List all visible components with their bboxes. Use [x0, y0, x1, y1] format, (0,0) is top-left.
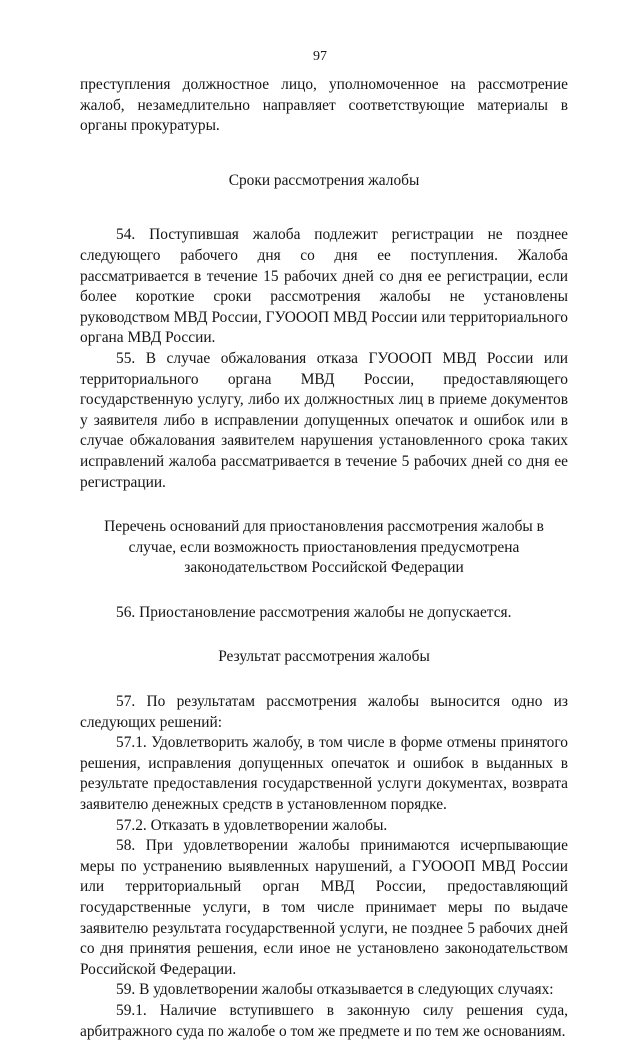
heading-terms: Сроки рассмотрения жалобы: [228, 171, 420, 189]
intro-paragraph: преступления должностное лицо, уполномоченное на рассмотрение жалоб, незамедлительно направляет соответствующие материалы в органы прокуратуры.: [80, 76, 568, 135]
paragraph-57-1: 57.1. Удовлетворить жалобу, в том числе в форме отмены принятого решения, исправления допущенных опечаток и ошибок в выданных в результате предоставления государственной услуги документах, возврата заявителю денежных средств в установленном порядке.: [80, 734, 568, 814]
paragraph-57: 57. По результатам рассмотрения жалобы выносится одно из следующих решений:: [80, 693, 568, 731]
paragraph-56: 56. Приостановление рассмотрения жалобы не допускается.: [116, 603, 512, 621]
page-body: [80, 75, 568, 1042]
paragraph-59-1: 59.1. Наличие вступившего в законную силу решения суда, арбитражного суда по жалобе о том же предмете и по тем же основаниям.: [80, 1001, 568, 1040]
paragraph-59: 59. В удовлетворении жалобы отказывается в следующих случаях:: [116, 981, 554, 999]
paragraph-55: 55. В случае обжалования отказа ГУОООП МВД России или территориального органа МВД России, предоставляющего государственную услугу, либо их должностных лиц в приеме документов у заявителя либо в исправлении допущенных опечаток и ошибок или в случае обжалования заявителем нарушения установленного срока таких исправлений жалоба рассматривается в течение 5 рабочих дней со дня ее регистрации.: [80, 349, 568, 491]
paragraph-57-2: 57.2. Отказать в удовлетворении жалобы.: [116, 816, 388, 834]
heading-result: Результат рассмотрения жалобы: [218, 648, 430, 666]
heading-suspension: Перечень оснований для приостановления рассмотрения жалобы в случае, если возможность приостановления предусмотрена законодательством Российской Федерации: [104, 518, 544, 577]
paragraph-54: 54. Поступившая жалоба подлежит регистрации не позднее следующего рабочего дня со дня ее поступления. Жалоба рассматривается в течение 15 рабочих дней со дня ее регистрации, если более короткие сроки рассмотрения жалобы не установлены руководством МВД России, ГУОООП МВД России или территориального органа МВД России.: [80, 226, 568, 347]
page-number: 97: [313, 49, 327, 64]
paragraph-58: 58. При удовлетворении жалобы принимаются исчерпывающие меры по устранению выявленных нарушений, а ГУОООП МВД России или территориальный орган МВД России, предоставляющий государственные услуги, в том числе принимает меры по выдаче заявителю результата государственной услуги, не позднее 5 рабочих дней со дня принятия решения, если иное не установлено законодательством Российской Федерации.: [80, 837, 568, 978]
